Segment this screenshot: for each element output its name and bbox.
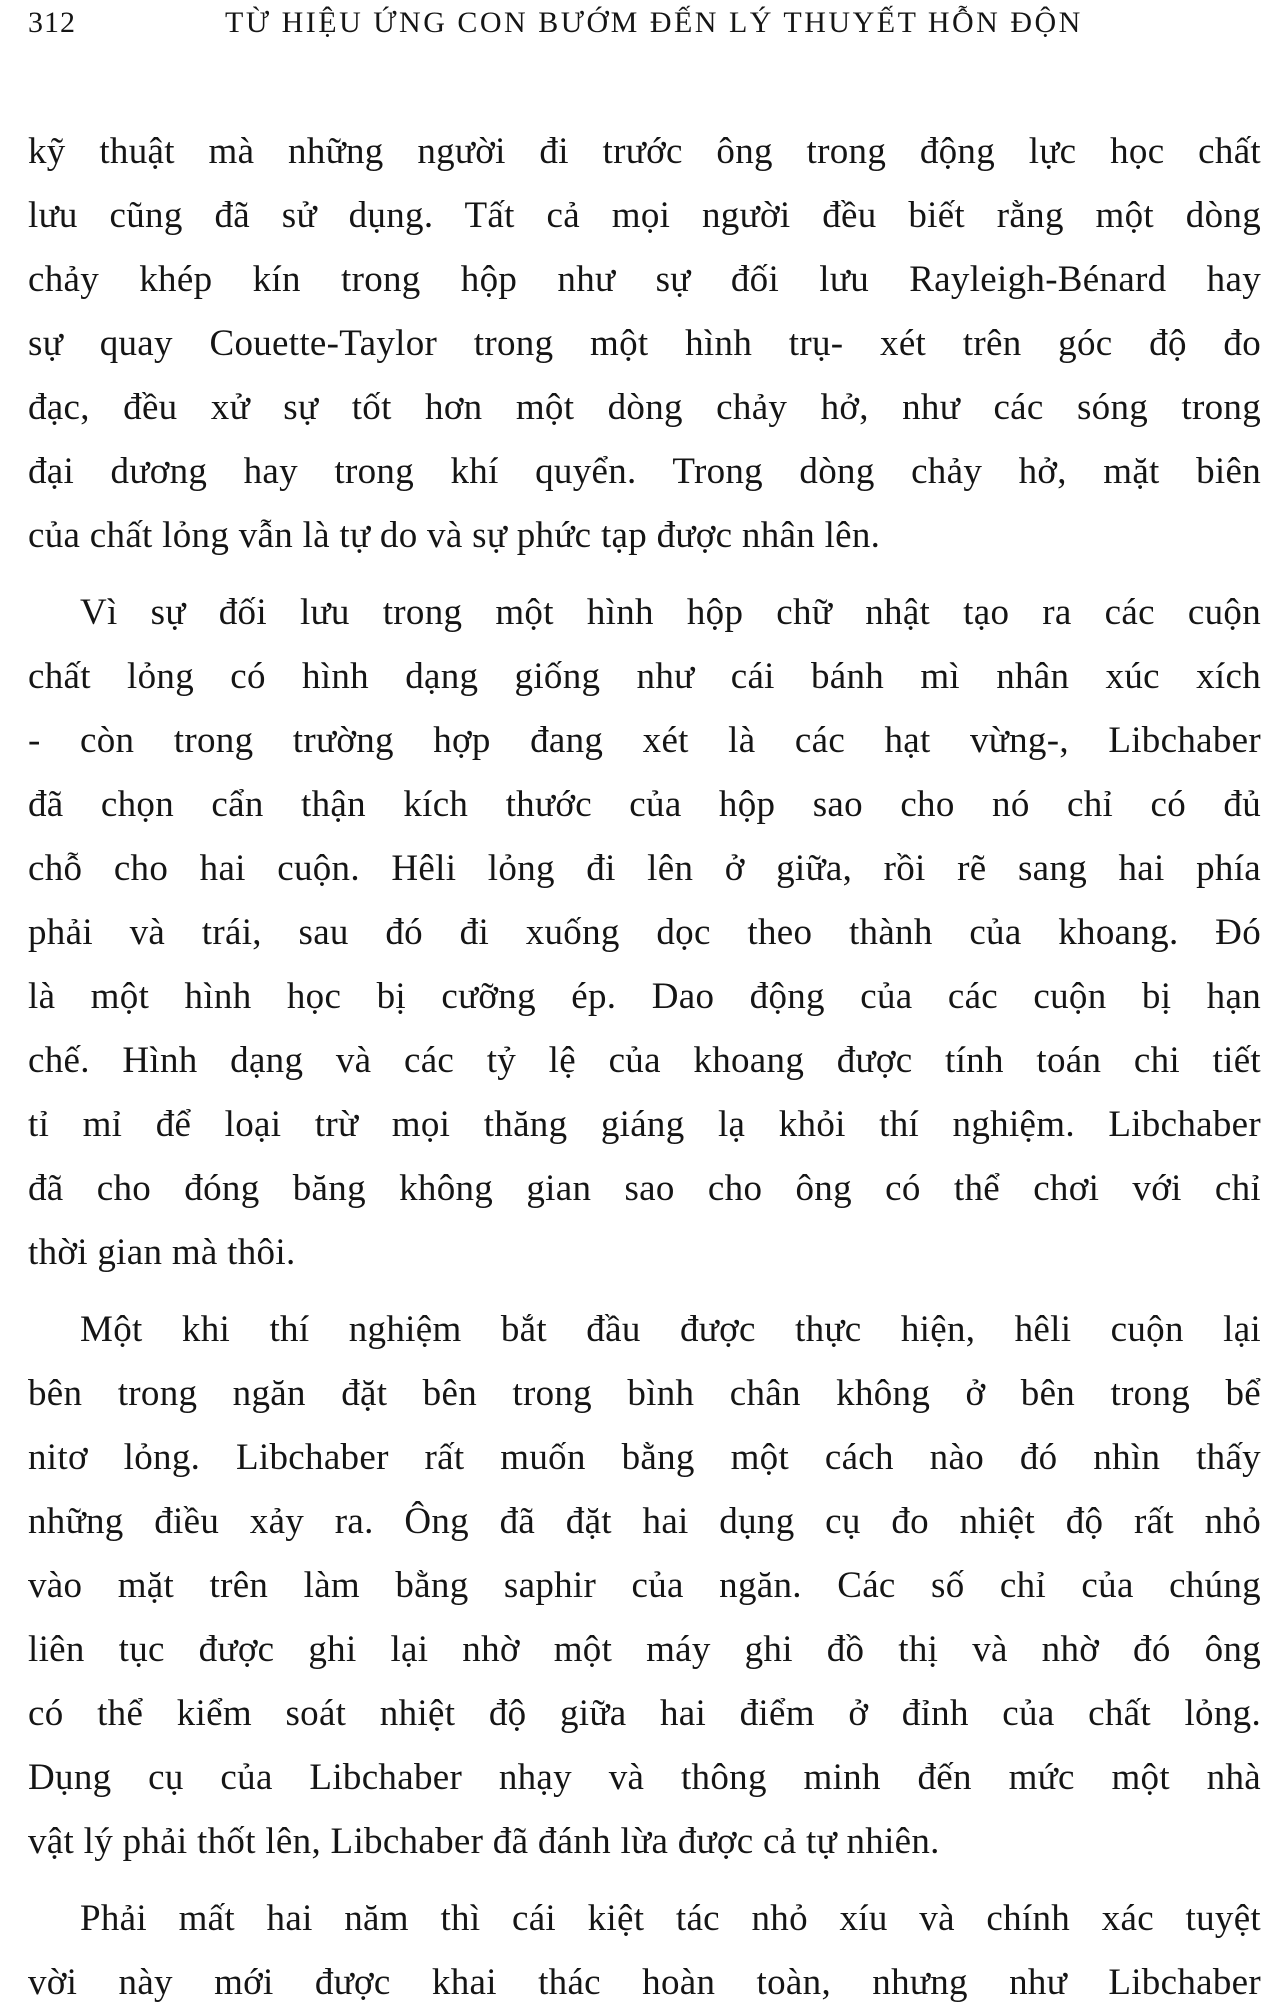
paragraph xyxy=(28,1298,1261,1874)
text-line: của chất lỏng vẫn là tự do và sự phức tạp được nhân lên. xyxy=(28,515,881,556)
text-line: - còn trong trường hợp đang xét là các hạt vừng-, Libchaber xyxy=(28,720,1261,761)
text-line: chế. Hình dạng và các tỷ lệ của khoang được tính toán chi tiết xyxy=(28,1040,1261,1081)
text-line: bên trong ngăn đặt bên trong bình chân không ở bên trong bể xyxy=(28,1373,1261,1414)
text-line: Vì sự đối lưu trong một hình hộp chữ nhật tạo ra các cuộn xyxy=(80,592,1261,633)
text-line: liên tục được ghi lại nhờ một máy ghi đồ thị và nhờ đó ông xyxy=(28,1629,1261,1670)
paragraph xyxy=(28,1887,1261,2015)
text-line: Phải mất hai năm thì cái kiệt tác nhỏ xíu và chính xác tuyệt xyxy=(80,1898,1261,1939)
paragraph xyxy=(28,120,1261,568)
text-line: kỹ thuật mà những người đi trước ông trong động lực học chất xyxy=(28,131,1261,172)
text-line: vời này mới được khai thác hoàn toàn, nhưng như Libchaber xyxy=(28,1962,1261,2003)
text-line: phải và trái, sau đó đi xuống dọc theo thành của khoang. Đó xyxy=(28,912,1261,953)
text-line: đạc, đều xử sự tốt hơn một dòng chảy hở, như các sóng trong xyxy=(28,387,1261,428)
running-title: TỪ HIỆU ỨNG CON BƯỚM ĐẾN LÝ THUYẾT HỖN ĐỘN xyxy=(225,6,1083,39)
text-line: lưu cũng đã sử dụng. Tất cả mọi người đều biết rằng một dòng xyxy=(28,195,1261,236)
text-line: là một hình học bị cưỡng ép. Dao động của các cuộn bị hạn xyxy=(28,976,1261,1017)
text-line: đã cho đóng băng không gian sao cho ông có thể chơi với chỉ xyxy=(28,1168,1261,1209)
text-line: thời gian mà thôi. xyxy=(28,1232,296,1273)
page-number: 312 xyxy=(28,6,76,39)
body-text xyxy=(28,120,1261,2015)
text-line: Một khi thí nghiệm bắt đầu được thực hiện, hêli cuộn lại xyxy=(80,1309,1261,1350)
paragraph xyxy=(28,581,1261,1285)
text-line: có thể kiểm soát nhiệt độ giữa hai điểm ở đỉnh của chất lỏng. xyxy=(28,1693,1261,1734)
text-line: chỗ cho hai cuộn. Hêli lỏng đi lên ở giữa, rồi rẽ sang hai phía xyxy=(28,848,1261,889)
text-line: sự quay Couette-Taylor trong một hình trụ- xét trên góc độ đo xyxy=(28,323,1261,364)
text-line: chất lỏng có hình dạng giống như cái bánh mì nhân xúc xích xyxy=(28,656,1261,697)
text-line: nitơ lỏng. Libchaber rất muốn bằng một cách nào đó nhìn thấy xyxy=(28,1437,1261,1478)
text-line: vào mặt trên làm bằng saphir của ngăn. Các số chỉ của chúng xyxy=(28,1565,1261,1606)
text-line: những điều xảy ra. Ông đã đặt hai dụng cụ đo nhiệt độ rất nhỏ xyxy=(28,1501,1261,1542)
text-line: đại dương hay trong khí quyển. Trong dòng chảy hở, mặt biên xyxy=(28,451,1261,492)
text-line: đã chọn cẩn thận kích thước của hộp sao cho nó chỉ có đủ xyxy=(28,784,1261,825)
running-header xyxy=(0,8,1280,42)
text-line: Dụng cụ của Libchaber nhạy và thông minh đến mức một nhà xyxy=(28,1757,1261,1798)
text-line: tỉ mỉ để loại trừ mọi thăng giáng lạ khỏi thí nghiệm. Libchaber xyxy=(28,1104,1261,1145)
text-line: vật lý phải thốt lên, Libchaber đã đánh lừa được cả tự nhiên. xyxy=(28,1821,940,1862)
text-line: chảy khép kín trong hộp như sự đối lưu Rayleigh-Bénard hay xyxy=(28,259,1261,300)
